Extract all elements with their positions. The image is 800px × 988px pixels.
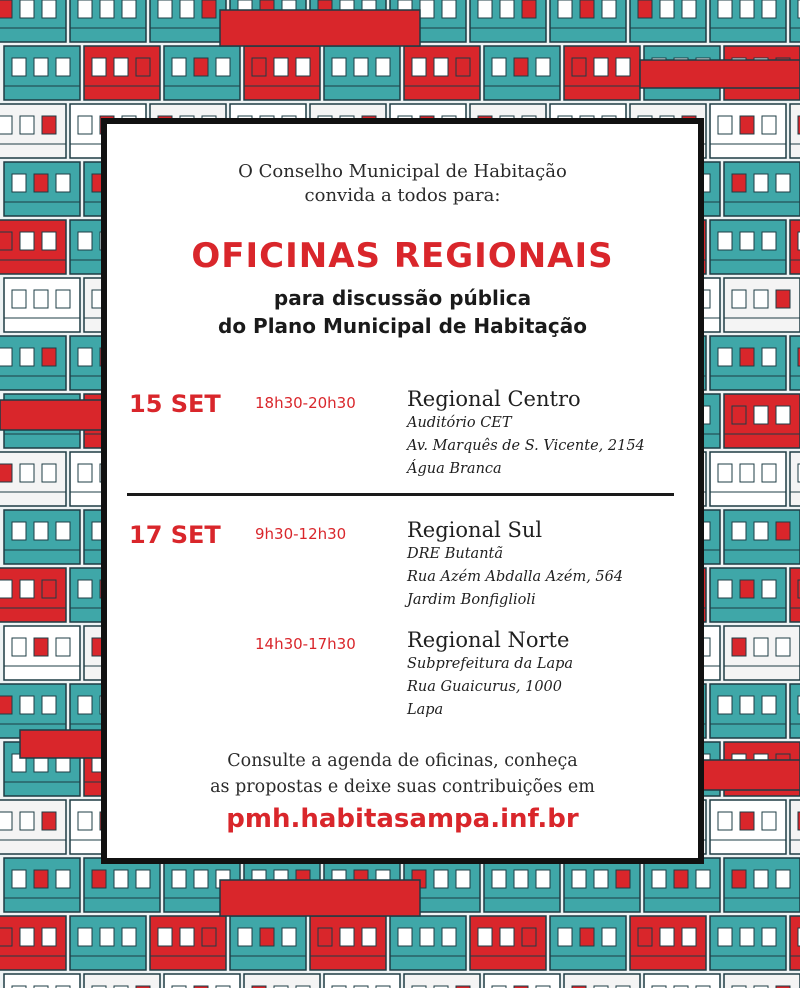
building-window bbox=[274, 58, 288, 76]
event-time: 14h30-17h30 bbox=[255, 635, 356, 653]
building-window bbox=[558, 928, 572, 946]
building-window bbox=[42, 580, 56, 598]
building-window bbox=[42, 696, 56, 714]
building-window bbox=[0, 928, 12, 946]
building-window bbox=[20, 0, 34, 18]
red-roof bbox=[0, 400, 110, 430]
building-window bbox=[674, 870, 688, 888]
building-window bbox=[354, 58, 368, 76]
building-window bbox=[0, 348, 12, 366]
building-window bbox=[732, 870, 746, 888]
building-window bbox=[754, 174, 768, 192]
building-window bbox=[282, 928, 296, 946]
building-window bbox=[136, 870, 150, 888]
building-window bbox=[660, 928, 674, 946]
building-window bbox=[456, 870, 470, 888]
building-window bbox=[122, 928, 136, 946]
building-window bbox=[434, 870, 448, 888]
building-window bbox=[740, 464, 754, 482]
building-window bbox=[0, 580, 12, 598]
building-window bbox=[500, 928, 514, 946]
building-window bbox=[762, 232, 776, 250]
red-roof bbox=[700, 760, 800, 790]
event-title: OFICINAS REGIONAIS bbox=[191, 236, 614, 276]
building-window bbox=[478, 928, 492, 946]
footer-text bbox=[107, 748, 698, 800]
building-window bbox=[718, 232, 732, 250]
building-window bbox=[718, 116, 732, 134]
building-window bbox=[718, 464, 732, 482]
subtitle-line-2: do Plano Municipal de Habitação bbox=[218, 314, 587, 338]
venue-address: Av. Marquês de S. Vicente, 2154 bbox=[407, 438, 645, 454]
building-window bbox=[420, 928, 434, 946]
building-window bbox=[762, 696, 776, 714]
event-date: 17 SET bbox=[129, 521, 221, 549]
building-window bbox=[12, 638, 26, 656]
building-window bbox=[202, 0, 216, 18]
building-window bbox=[638, 0, 652, 18]
event-venue bbox=[407, 627, 573, 722]
building-window bbox=[572, 870, 586, 888]
building-window bbox=[260, 928, 274, 946]
venue-address: Rua Guaicurus, 1000 bbox=[407, 679, 563, 695]
building-window bbox=[456, 58, 470, 76]
building-window bbox=[332, 58, 346, 76]
building-window bbox=[20, 348, 34, 366]
building-window bbox=[0, 0, 12, 18]
building-window bbox=[42, 232, 56, 250]
building-window bbox=[56, 58, 70, 76]
building-window bbox=[434, 58, 448, 76]
building-window bbox=[78, 580, 92, 598]
building-window bbox=[514, 870, 528, 888]
building-window bbox=[78, 928, 92, 946]
building-window bbox=[442, 928, 456, 946]
building-window bbox=[522, 928, 536, 946]
footer-line-1: Consulte a agenda de oficinas, conheça bbox=[227, 751, 578, 771]
building-window bbox=[42, 464, 56, 482]
building-window bbox=[580, 0, 594, 18]
building-window bbox=[594, 870, 608, 888]
event-time: 18h30-20h30 bbox=[255, 394, 356, 412]
building-window bbox=[78, 116, 92, 134]
building-window bbox=[180, 0, 194, 18]
building-window bbox=[762, 464, 776, 482]
building-window bbox=[718, 580, 732, 598]
invitation-intro bbox=[107, 160, 698, 208]
building-window bbox=[572, 58, 586, 76]
section-divider bbox=[127, 493, 674, 496]
building-window bbox=[20, 464, 34, 482]
website-link[interactable]: pmh.habitasampa.inf.br bbox=[226, 804, 579, 834]
building-window bbox=[100, 0, 114, 18]
building-window bbox=[522, 0, 536, 18]
intro-line-1: O Conselho Municipal de Habitação bbox=[238, 161, 567, 182]
building-window bbox=[616, 870, 630, 888]
building-window bbox=[114, 870, 128, 888]
building-window bbox=[776, 406, 790, 424]
building-window bbox=[776, 174, 790, 192]
building-window bbox=[194, 58, 208, 76]
building-window bbox=[78, 696, 92, 714]
venue-district: Jardim Bonfiglioli bbox=[407, 592, 536, 608]
building-window bbox=[732, 638, 746, 656]
building-window bbox=[180, 928, 194, 946]
building-window bbox=[172, 870, 186, 888]
venue-place: Auditório CET bbox=[407, 415, 512, 431]
building-window bbox=[558, 0, 572, 18]
building-window bbox=[0, 464, 12, 482]
red-roof bbox=[20, 730, 110, 758]
building-window bbox=[42, 116, 56, 134]
building-window bbox=[762, 812, 776, 830]
building-window bbox=[114, 58, 128, 76]
building-window bbox=[732, 290, 746, 308]
venue-name: Regional Norte bbox=[407, 628, 570, 652]
building-window bbox=[500, 0, 514, 18]
building-window bbox=[536, 870, 550, 888]
building-window bbox=[762, 0, 776, 18]
building-window bbox=[12, 174, 26, 192]
building-window bbox=[376, 58, 390, 76]
building-window bbox=[56, 638, 70, 656]
building-window bbox=[34, 290, 48, 308]
building-window bbox=[762, 116, 776, 134]
building-window bbox=[696, 870, 710, 888]
building-window bbox=[492, 58, 506, 76]
building-window bbox=[56, 522, 70, 540]
building-window bbox=[718, 812, 732, 830]
building-window bbox=[202, 928, 216, 946]
building-window bbox=[194, 870, 208, 888]
building-window bbox=[762, 580, 776, 598]
intro-line-2: convida a todos para: bbox=[304, 185, 501, 206]
building-window bbox=[514, 58, 528, 76]
building-window bbox=[172, 58, 186, 76]
building-window bbox=[594, 58, 608, 76]
building-window bbox=[718, 0, 732, 18]
building-window bbox=[0, 696, 12, 714]
building-window bbox=[158, 0, 172, 18]
building-window bbox=[34, 58, 48, 76]
building-window bbox=[20, 232, 34, 250]
building-window bbox=[718, 348, 732, 366]
red-roof bbox=[220, 10, 420, 46]
building-window bbox=[78, 464, 92, 482]
building-window bbox=[56, 870, 70, 888]
venue-place: DRE Butantã bbox=[407, 546, 504, 562]
building-window bbox=[652, 870, 666, 888]
building-window bbox=[20, 812, 34, 830]
building-window bbox=[740, 580, 754, 598]
building-window bbox=[682, 928, 696, 946]
building-window bbox=[0, 232, 12, 250]
building-window bbox=[34, 638, 48, 656]
building-window bbox=[762, 928, 776, 946]
building-window bbox=[754, 406, 768, 424]
building-window bbox=[78, 0, 92, 18]
building-window bbox=[492, 870, 506, 888]
building-window bbox=[740, 928, 754, 946]
building-window bbox=[478, 0, 492, 18]
building-window bbox=[682, 0, 696, 18]
building-window bbox=[12, 58, 26, 76]
building-window bbox=[740, 0, 754, 18]
invitation-card bbox=[101, 118, 704, 864]
building-window bbox=[740, 812, 754, 830]
building-window bbox=[616, 58, 630, 76]
building-window bbox=[78, 812, 92, 830]
building-window bbox=[776, 522, 790, 540]
building-window bbox=[740, 348, 754, 366]
building-window bbox=[42, 348, 56, 366]
venue-address: Rua Azém Abdalla Azém, 564 bbox=[407, 569, 624, 585]
building-window bbox=[56, 290, 70, 308]
building-window bbox=[754, 638, 768, 656]
building-window bbox=[340, 928, 354, 946]
venue-district: Lapa bbox=[407, 702, 444, 718]
building-window bbox=[238, 928, 252, 946]
building-window bbox=[718, 928, 732, 946]
building-window bbox=[56, 174, 70, 192]
building-window bbox=[398, 928, 412, 946]
building-window bbox=[136, 58, 150, 76]
building-window bbox=[754, 522, 768, 540]
event-venue bbox=[407, 517, 623, 612]
building-window bbox=[158, 928, 172, 946]
building-window bbox=[362, 928, 376, 946]
building-window bbox=[420, 0, 434, 18]
building-window bbox=[732, 406, 746, 424]
building-window bbox=[318, 928, 332, 946]
building-window bbox=[20, 928, 34, 946]
building-window bbox=[34, 174, 48, 192]
building-window bbox=[0, 116, 12, 134]
building-window bbox=[122, 0, 136, 18]
building-window bbox=[740, 232, 754, 250]
building-window bbox=[776, 870, 790, 888]
building-window bbox=[34, 870, 48, 888]
building-window bbox=[252, 58, 266, 76]
building-window bbox=[740, 116, 754, 134]
building-window bbox=[718, 696, 732, 714]
venue-district: Água Branca bbox=[407, 461, 502, 477]
building-window bbox=[754, 870, 768, 888]
building-window bbox=[42, 0, 56, 18]
building-window bbox=[100, 928, 114, 946]
event-date: 15 SET bbox=[129, 390, 221, 418]
event-venue bbox=[407, 386, 645, 481]
building-window bbox=[536, 58, 550, 76]
building-window bbox=[42, 928, 56, 946]
building-window bbox=[12, 522, 26, 540]
building-window bbox=[78, 232, 92, 250]
subtitle-line-1: para discussão pública bbox=[273, 286, 532, 310]
building-window bbox=[20, 696, 34, 714]
building-window bbox=[602, 0, 616, 18]
building-window bbox=[602, 928, 616, 946]
building-window bbox=[762, 348, 776, 366]
building-window bbox=[20, 116, 34, 134]
building-window bbox=[740, 696, 754, 714]
building-window bbox=[12, 290, 26, 308]
building-window bbox=[638, 928, 652, 946]
red-roof bbox=[640, 60, 800, 88]
red-roof bbox=[220, 880, 420, 916]
building-window bbox=[42, 812, 56, 830]
venue-place: Subprefeitura da Lapa bbox=[407, 656, 574, 672]
building-window bbox=[20, 580, 34, 598]
building-window bbox=[12, 870, 26, 888]
venue-name: Regional Sul bbox=[407, 518, 543, 542]
building-window bbox=[412, 58, 426, 76]
building-window bbox=[34, 522, 48, 540]
building-window bbox=[216, 58, 230, 76]
building-window bbox=[732, 522, 746, 540]
event-time: 9h30-12h30 bbox=[255, 525, 347, 543]
building-window bbox=[0, 812, 12, 830]
building-window bbox=[754, 290, 768, 308]
building-window bbox=[776, 290, 790, 308]
building-window bbox=[732, 174, 746, 192]
footer-line-2: as propostas e deixe suas contribuições em bbox=[210, 777, 595, 797]
building-window bbox=[78, 348, 92, 366]
building-window bbox=[660, 0, 674, 18]
building-window bbox=[442, 0, 456, 18]
building-window bbox=[92, 870, 106, 888]
building-window bbox=[296, 58, 310, 76]
building-window bbox=[580, 928, 594, 946]
event-subtitle bbox=[107, 284, 698, 340]
venue-name: Regional Centro bbox=[407, 387, 581, 411]
building-window bbox=[776, 638, 790, 656]
building-window bbox=[92, 58, 106, 76]
